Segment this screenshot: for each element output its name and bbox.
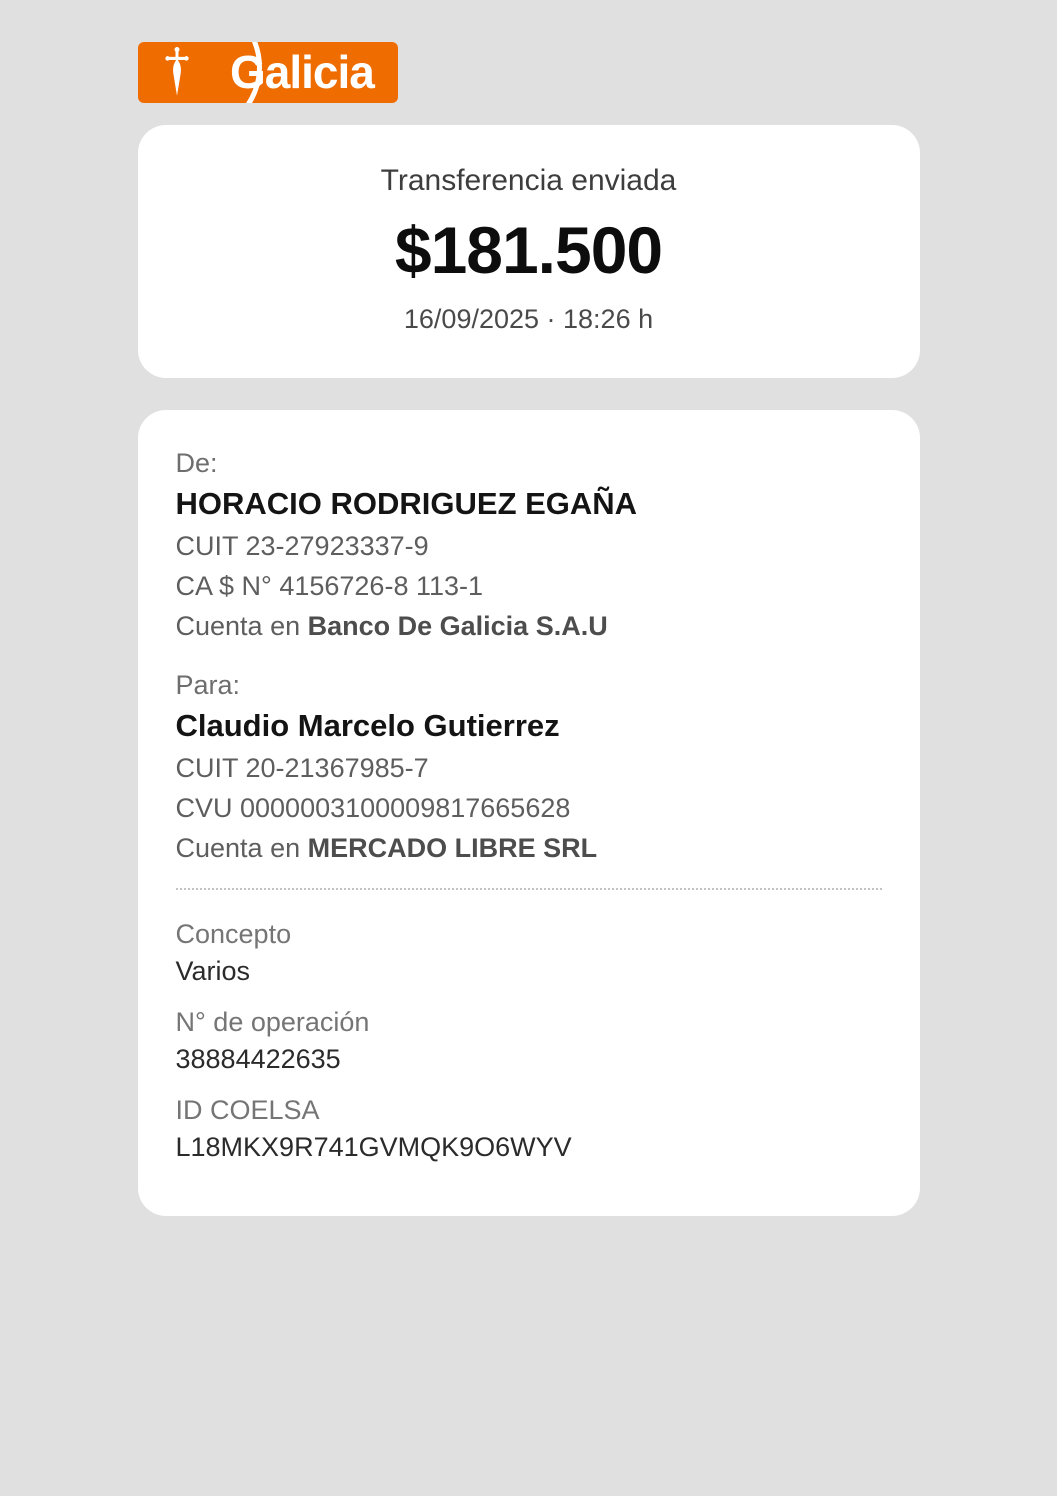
recipient-bank-line <box>176 828 882 868</box>
sender-bank-line <box>176 606 882 646</box>
sender-cuit: CUIT 23-27923337-9 <box>175 531 429 561</box>
concept-field <box>176 916 882 990</box>
recipient-cvu: CVU 0000003100009817665628 <box>175 793 571 823</box>
coelsa-id-value: L18MKX9R741GVMQK9O6WYV <box>175 1132 572 1162</box>
recipient-section <box>176 666 882 868</box>
operation-number-label: N° de operación <box>175 1007 370 1037</box>
sender-account-number: CA $ N° 4156726-8 113-1 <box>175 571 484 601</box>
transfer-amount: $181.500 <box>394 213 663 287</box>
transfer-datetime: 16/09/2025 · 18:26 h <box>403 304 654 334</box>
coelsa-id-label: ID COELSA <box>175 1095 320 1125</box>
dotted-divider <box>176 888 882 890</box>
coelsa-id-field <box>176 1092 882 1166</box>
sender-bank-prefix: Cuenta en <box>175 611 308 641</box>
sender-section <box>176 444 882 646</box>
recipient-label: Para: <box>175 670 241 700</box>
concept-label: Concepto <box>175 919 292 949</box>
sender-bank-name: Banco De Galicia S.A.U <box>307 611 608 641</box>
transfer-status-title: Transferencia enviada <box>380 164 677 197</box>
concept-value: Varios <box>175 956 251 986</box>
bank-name: Galicia <box>230 46 374 98</box>
sender-label: De: <box>175 448 218 478</box>
transfer-details-card <box>138 410 920 1216</box>
operation-number-value: 38884422635 <box>175 1044 341 1074</box>
transfer-summary-card <box>138 125 920 378</box>
galicia-logo <box>138 42 398 103</box>
recipient-bank-prefix: Cuenta en <box>175 833 308 863</box>
recipient-bank-name: MERCADO LIBRE SRL <box>307 833 598 863</box>
galicia-sword-icon <box>160 46 194 99</box>
operation-number-field <box>176 1004 882 1078</box>
recipient-name: Claudio Marcelo Gutierrez <box>175 708 560 743</box>
recipient-cuit: CUIT 20-21367985-7 <box>175 753 429 783</box>
sender-name: HORACIO RODRIGUEZ EGAÑA <box>175 486 638 521</box>
